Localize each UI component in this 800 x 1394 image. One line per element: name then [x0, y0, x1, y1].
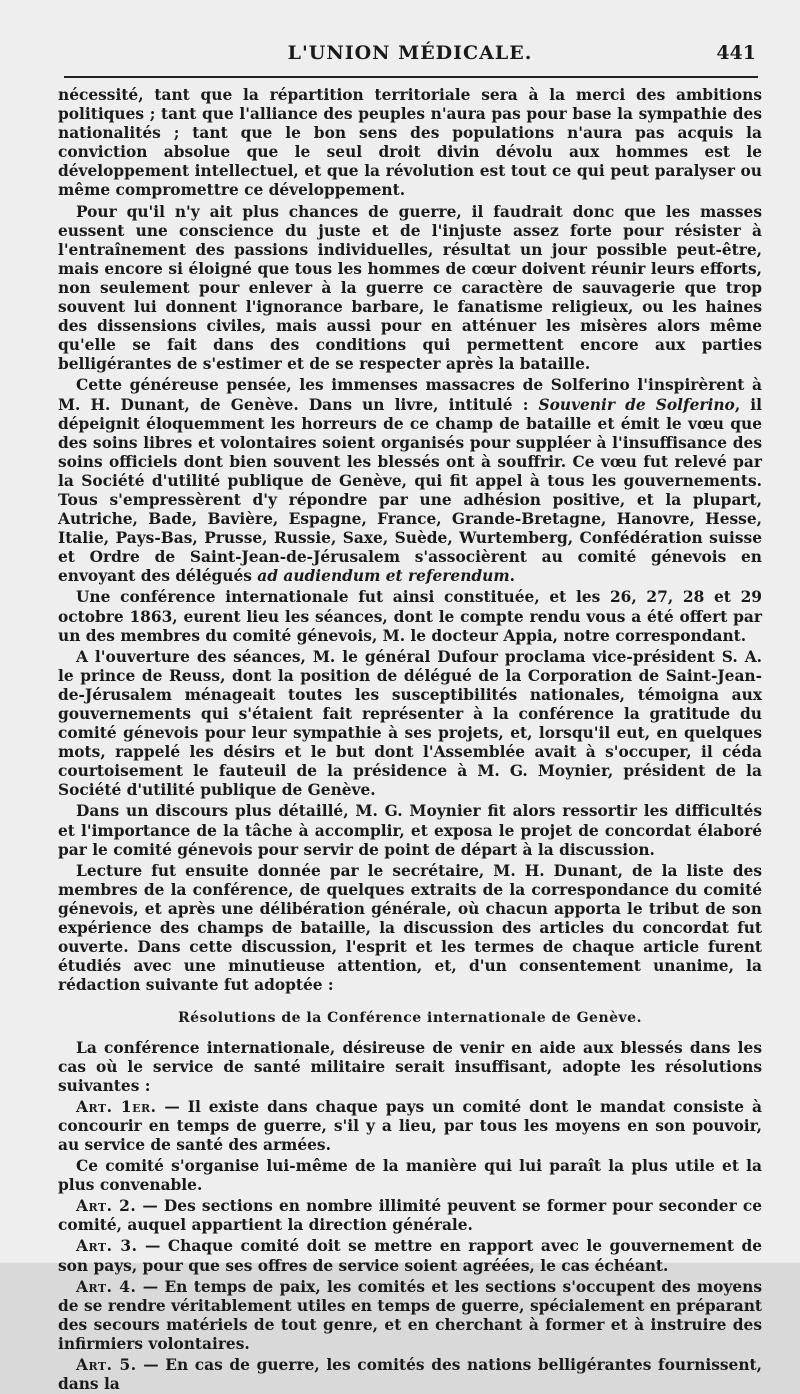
article	[58, 1157, 762, 1195]
article-text: — Il existe dans chaque pays un comité dont le mandat consiste à concourir en temps de guerre, s'il y a lieu, par tous les moyens en son pouvoir, au service de santé des armées.	[58, 1097, 763, 1154]
article	[58, 1356, 762, 1394]
paragraph: Une conférence internationale fut ainsi constituée, et les 26, 27, 28 et 29 octobre 1863, eurent lieu les séances, dont le compte rendu vous a été offert par un des membres du comité génevois, M. le docteur Appia, notre correspondant.	[58, 588, 762, 645]
article-text: — Chaque comité doit se mettre en rapport avec le gouvernement de son pays, pour que ses offres de service soient agréées, le cas échéant.	[58, 1237, 763, 1275]
article	[58, 1098, 762, 1155]
article	[58, 1278, 762, 1354]
article-label: Art. 3.	[76, 1237, 138, 1256]
paragraph: A l'ouverture des séances, M. le général Dufour proclama vice-président S. A. le prince de Reuss, dont la position de délégué de la Corporation de Saint-Jean-de-Jérusalem ménageait toutes les susceptibilités nationales, témoigna aux gouvernements qui s'étaient fait représenter à la conférence la gratitude du comité génevois pour leur sympathie à ses projets, et, lorsqu'il eut, en quelques mots, rappelé les désirs et le but dont l'Assemblée avait à s'occuper, il céda courtoisement le fauteuil de la présidence à M. G. Moynier, président de la Société d'utilité publique de Genève.	[58, 647, 762, 800]
header-rule	[64, 76, 758, 78]
article-label: Art. 5.	[76, 1356, 137, 1374]
paragraph: nécessité, tant que la répartition territoriale sera à la merci des ambitions politiques ; tant que l'alliance des peuples n'aura pas pour base la sympathie des nationalités ; tant que le bon sens des populations n'aura pas acquis la conviction absolue que le seul droit divin dévolu aux hommes est le développement intellectuel, et que la révolution est tout ce qui peut paralyser ou même compromettre ce développement.	[58, 86, 762, 200]
article-text: — En temps de paix, les comités et les sections s'occupent des moyens de se rendre véritablement utiles en temps de guerre, spécialement en préparant des secours matériels de tout genre, et en cherchant à former et à instruire des infirmiers volontaires.	[58, 1277, 763, 1353]
article-text: — Des sections en nombre illimité peuvent se former pour seconder ce comité, auquel appartient la direction générale.	[58, 1197, 763, 1235]
paragraph-text: .	[509, 567, 515, 586]
body-text	[58, 86, 762, 1394]
resolutions-intro: La conférence internationale, désireuse de venir en aide aux blessés dans les cas où le service de santé militaire serait insuffisant, adopte les résolutions suivantes :	[58, 1038, 762, 1095]
paragraph: Dans un discours plus détaillé, M. G. Moynier fit alors ressortir les difficultés et l'importance de la tâche à accomplir, et exposa le projet de concordat élaboré par le comité génevois pour servir de point de départ à la discussion.	[58, 802, 762, 859]
article-label: Art. 4.	[76, 1277, 137, 1296]
paragraph	[58, 376, 762, 586]
article-text: — En cas de guerre, les comités des nations belligérantes fournissent, dans la	[58, 1356, 763, 1394]
section-title: Résolutions de la Conférence internationale de Genève.	[178, 1010, 642, 1027]
paragraph-text: , il dépeignit éloquemment les horreurs de ce champ de bataille et émit le vœu que des soins libres et volontaires soient organisés pour suppléer à l'insuffisance des soins officiels dont bien souvent les blessés ont à souffrir. Ce vœu fut relevé par la Société d'utilité publique de Genève, qui fit appel à tous les gouvernements. Tous s'empressèrent d'y répondre par une adhésion positive, et la plupart, Autriche, Bade, Bavière, Espagne, France, Grande-Bretagne, Hanovre, Hesse, Italie, Pays-Bas, Prusse, Russie, Saxe, Suède, Wurtemberg, Confédération suisse et Ordre de Saint-Jean-de-Jérusalem s'associèrent au comité génevois en envoyant des délégués	[58, 395, 762, 586]
book-title: Souvenir de Solferino	[538, 395, 735, 414]
page-header	[58, 42, 762, 72]
page-number: 441	[716, 42, 756, 64]
paragraph-text: Cette généreuse pensée, les immenses massacres de Solferino l'inspirèrent à M. H. Dunant, de Genève. Dans un livre, intitulé :	[58, 376, 762, 414]
paragraph: Lecture fut ensuite donnée par le secrétaire, M. H. Dunant, de la liste des membres de la conférence, de quelques extraits de la correspondance du comité génevois, et après une délibération générale, où chacun apporta le tribut de son expérience des champs de bataille, la discussion des articles du concordat fut ouverte. Dans cette discussion, l'esprit et les termes de chaque article furent étudiés avec une minutieuse attention, et, d'un consentement unanime, la rédaction suivante fut adoptée :	[58, 861, 762, 995]
paragraph: Pour qu'il n'y ait plus chances de guerre, il faudrait donc que les masses eussent une conscience du juste et de l'injuste assez forte pour résister à l'entraînement des passions individuelles, résultat un jour possible peut-être, mais encore si éloigné que tous les hommes de cœur doivent réunir leurs efforts, non seulement pour enlever à la guerre ce caractère de sauvagerie que trop souvent lui donnent l'ignorance barbare, le fanatisme religieux, ou les haines des dissensions civiles, mais aussi pour en atténuer les misères alors même qu'elle se fait dans des conditions qui permettent encore aux parties belligérantes de s'estimer et de se respecter après la bataille.	[58, 202, 762, 374]
article-label: Art. 2.	[76, 1197, 137, 1216]
running-title: L'UNION MÉDICALE.	[287, 42, 533, 64]
latin-phrase: ad audiendum et referendum	[257, 567, 510, 586]
article-text: Ce comité s'organise lui-même de la manière qui lui paraît la plus utile et la plus convenable.	[58, 1157, 762, 1195]
article	[58, 1197, 762, 1235]
article	[58, 1237, 762, 1275]
article-label: Art. 1er.	[76, 1097, 157, 1116]
